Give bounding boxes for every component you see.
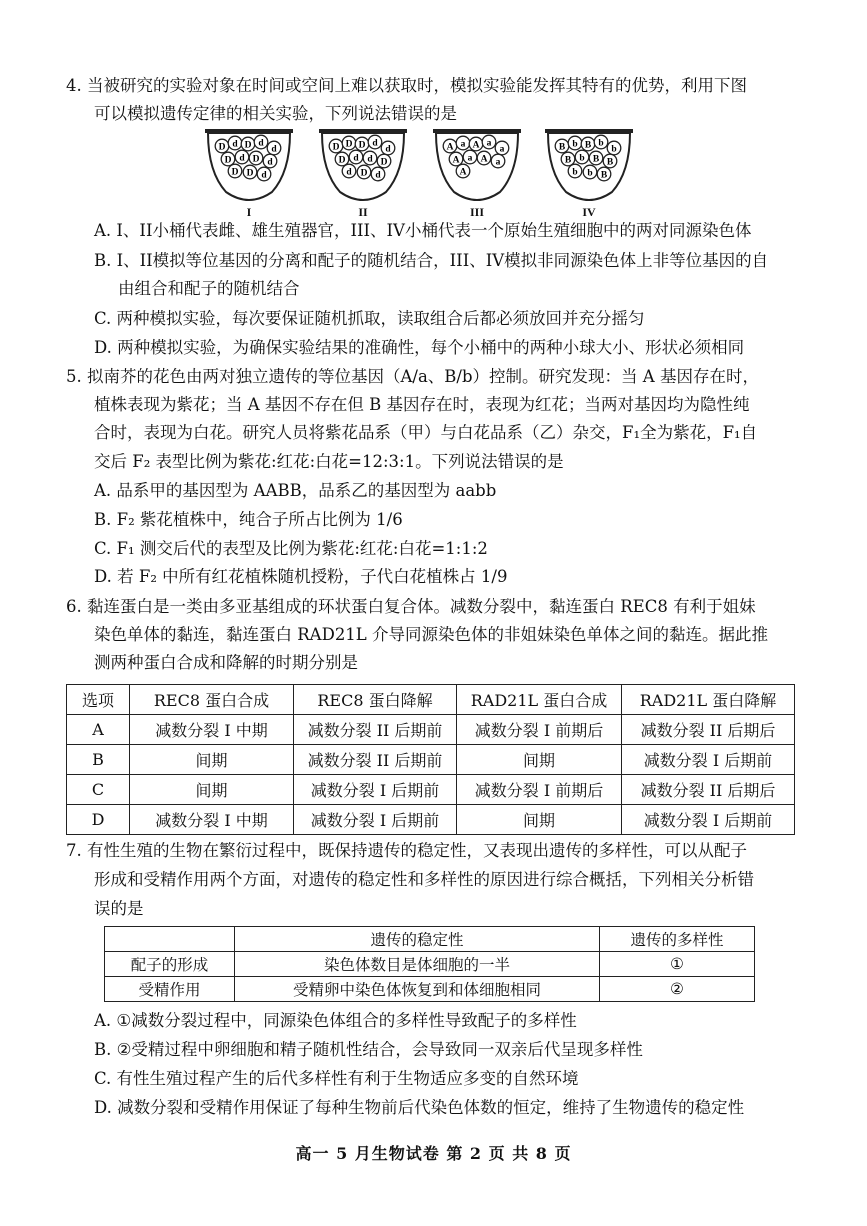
ball-b — [568, 136, 582, 150]
ball-label: D — [332, 142, 340, 153]
bucket-drawing — [544, 128, 634, 206]
table-cell: 受精作用 — [105, 977, 235, 1002]
table-header-row — [105, 927, 755, 952]
q4-option-d: D. 两种模拟实验，为确保实验结果的准确性，每个小桶中的两种小球大小、形状必须相同 — [94, 338, 745, 357]
ball-label: a — [486, 138, 492, 149]
ball-label: d — [353, 153, 359, 164]
q7-option-c: C. 有性生殖过程产生的后代多样性有利于生物适应多变的自然环境 — [94, 1069, 579, 1088]
table-cell: 减数分裂 I 中期 — [130, 805, 294, 835]
table-cell: 减数分裂 I 后期前 — [622, 745, 795, 775]
ball-label: A — [459, 167, 467, 178]
ball-label: b — [572, 167, 578, 178]
ball-d — [254, 135, 268, 149]
table-header-cell: 遗传的稳定性 — [235, 927, 600, 952]
table-cell: 减数分裂 II 后期前 — [294, 745, 457, 775]
table-cell: A — [67, 715, 130, 745]
bucket-1 — [204, 128, 294, 206]
bucket-label: III — [469, 205, 484, 219]
table-header-row — [67, 685, 795, 715]
q7-stem-line-3: 误的是 — [94, 899, 144, 918]
table-header-cell: RAD21L 蛋白降解 — [622, 685, 795, 715]
q7-option-b: B. ②受精过程中卵细胞和精子随机性结合，会导致同一双亲后代呈现多样性 — [94, 1040, 643, 1059]
ball-D — [355, 137, 369, 151]
q7-option-a: A. ①减数分裂过程中，同源染色体组合的多样性导致配子的多样性 — [94, 1011, 577, 1030]
q6-table — [66, 684, 795, 835]
ball-label: B — [564, 155, 572, 166]
ball-d — [228, 136, 242, 150]
ball-label: B — [592, 154, 600, 165]
q5-stem-line-3: 合时，表现为白花。研究人员将紫花品系（甲）与白花品系（乙）杂交，F₁全为紫花，F₁自 — [94, 423, 758, 442]
ball-label: d — [239, 153, 245, 164]
q5-stem-line-2: 植株表现为紫花；当 A 基因不存在但 B 基因存在时，表现为红花；当两对基因均为隐性纯 — [94, 395, 750, 414]
ball-label: d — [261, 170, 267, 181]
table-cell: 减数分裂 II 后期前 — [294, 715, 457, 745]
table-row — [105, 977, 755, 1002]
ball-label: a — [495, 157, 501, 168]
ball-d — [381, 141, 395, 155]
ball-label: b — [587, 168, 593, 179]
table-header-cell: REC8 蛋白降解 — [294, 685, 457, 715]
ball-D — [329, 139, 343, 153]
ball-label: d — [372, 138, 378, 149]
q5-stem-line-4: 交后 F₂ 表型比例为紫花:红花:白花=12:3:1。下列说法错误的是 — [94, 452, 564, 471]
table-cell: ① — [600, 952, 755, 977]
bucket-label: II — [358, 205, 368, 219]
ball-B — [597, 167, 611, 181]
ball-B — [589, 151, 603, 165]
table-cell: B — [67, 745, 130, 775]
ball-label: d — [258, 138, 264, 149]
ball-d — [368, 135, 382, 149]
ball-label: d — [267, 157, 273, 168]
ball-label: B — [606, 157, 614, 168]
q6-stem-line-1: 6. 黏连蛋白是一类由多亚基组成的环状蛋白复合体。减数分裂中，黏连蛋白 REC8 有利于姐妹 — [66, 597, 756, 616]
ball-b — [583, 165, 597, 179]
ball-label: b — [579, 153, 585, 164]
q5-option-a: A. 品系甲的基因型为 AABB，品系乙的基因型为 aabb — [94, 481, 497, 500]
ball-d — [371, 167, 385, 181]
ball-a — [495, 141, 509, 155]
ball-label: D — [246, 168, 254, 179]
ball-label: a — [460, 139, 466, 150]
ball-label: D — [338, 155, 346, 166]
ball-label: d — [385, 144, 391, 155]
table-cell: 减数分裂 I 中期 — [130, 715, 294, 745]
table-cell: 减数分裂 I 后期前 — [294, 775, 457, 805]
ball-B — [581, 137, 595, 151]
ball-label: D — [252, 154, 260, 165]
ball-A — [469, 137, 483, 151]
ball-label: d — [346, 167, 352, 178]
ball-b — [607, 141, 621, 155]
ball-B — [561, 152, 575, 166]
ball-a — [463, 150, 477, 164]
ball-label: b — [572, 139, 578, 150]
bucket-4 — [544, 128, 634, 206]
ball-label: A — [452, 155, 460, 166]
table-cell: 染色体数目是体细胞的一半 — [235, 952, 600, 977]
bucket-label: IV — [582, 205, 596, 219]
ball-b — [575, 150, 589, 164]
bucket-2 — [318, 128, 408, 206]
table-header-cell: 选项 — [67, 685, 130, 715]
ball-label: B — [558, 142, 566, 153]
table-cell: 受精卵中染色体恢复到和体细胞相同 — [235, 977, 600, 1002]
ball-b — [594, 135, 608, 149]
q6-stem-line-3: 测两种蛋白合成和降解的时期分别是 — [94, 653, 358, 672]
ball-B — [603, 154, 617, 168]
q6-stem-line-2: 染色单体的黏连，黏连蛋白 RAD21L 介导同源染色体的非姐妹染色单体之间的黏连。据此推 — [94, 625, 769, 644]
ball-d — [342, 164, 356, 178]
table-cell: ② — [600, 977, 755, 1002]
table-cell: 间期 — [457, 745, 622, 775]
table-header-cell: REC8 蛋白合成 — [130, 685, 294, 715]
ball-d — [257, 167, 271, 181]
ball-D — [221, 152, 235, 166]
ball-D — [215, 139, 229, 153]
ball-a — [491, 154, 505, 168]
ball-label: b — [598, 138, 604, 149]
q7-stem-line-2: 形成和受精作用两个方面，对遗传的稳定性和多样性的原因进行综合概括，下列相关分析错 — [94, 870, 754, 889]
ball-D — [228, 164, 242, 178]
q7-option-d: D. 减数分裂和受精作用保证了每种生物前后代染色体数的恒定，维持了生物遗传的稳定性 — [94, 1098, 745, 1117]
table-cell: C — [67, 775, 130, 805]
table-row — [67, 775, 795, 805]
bucket-3 — [432, 128, 522, 206]
ball-A — [443, 139, 457, 153]
bucket-drawing — [432, 128, 522, 206]
ball-A — [449, 152, 463, 166]
bucket-label: I — [246, 205, 252, 219]
ball-label: D — [358, 140, 366, 151]
q5-option-d: D. 若 F₂ 中所有红花植株随机授粉，子代白花植株占 1/9 — [94, 567, 508, 586]
ball-A — [477, 151, 491, 165]
table-cell: 间期 — [457, 805, 622, 835]
ball-label: D — [380, 157, 388, 168]
ball-D — [335, 152, 349, 166]
table-header-cell — [105, 927, 235, 952]
ball-D — [249, 151, 263, 165]
q4-option-b-cont: 由组合和配子的随机结合 — [118, 279, 300, 298]
table-header-cell: RAD21L 蛋白合成 — [457, 685, 622, 715]
ball-label: A — [446, 142, 454, 153]
ball-a — [482, 135, 496, 149]
ball-D — [241, 137, 255, 151]
page-footer: 高一 5 月生物试卷 第 2 页 共 8 页 — [295, 1144, 572, 1163]
q5-option-b: B. F₂ 紫花植株中，纯合子所占比例为 1/6 — [94, 510, 403, 529]
table-cell: 减数分裂 II 后期后 — [622, 715, 795, 745]
ball-label: a — [467, 153, 473, 164]
q4-option-c: C. 两种模拟实验，每次要保证随机抓取，读取组合后都必须放回并充分摇匀 — [94, 309, 645, 328]
q4-option-b: B. I、II模拟等位基因的分离和配子的随机结合，III、IV模拟非同源染色体上非等位基因的自 — [94, 251, 769, 270]
table-cell: 间期 — [130, 775, 294, 805]
q7-stem-line-1: 7. 有性生殖的生物在繁衍过程中，既保持遗传的稳定性，又表现出遗传的多样性，可以从配子 — [66, 841, 747, 860]
ball-label: d — [367, 154, 373, 165]
ball-label: a — [499, 144, 505, 155]
ball-label: B — [584, 140, 592, 151]
bucket-drawing — [318, 128, 408, 206]
table-cell: 减数分裂 I 后期前 — [294, 805, 457, 835]
ball-d — [349, 150, 363, 164]
table-cell: D — [67, 805, 130, 835]
ball-label: B — [600, 170, 608, 181]
ball-b — [568, 164, 582, 178]
q5-stem-line-1: 5. 拟南芥的花色由两对独立遗传的等位基因（A/a、B/b）控制。研究发现：当 A 基因存在时， — [66, 367, 759, 386]
ball-a — [456, 136, 470, 150]
ball-label: D — [224, 155, 232, 166]
ball-D — [377, 154, 391, 168]
ball-D — [243, 165, 257, 179]
bucket-figure — [204, 128, 617, 222]
table-cell: 减数分裂 II 后期后 — [622, 775, 795, 805]
ball-d — [267, 141, 281, 155]
ball-label: d — [271, 144, 277, 155]
table-cell: 减数分裂 I 后期前 — [622, 805, 795, 835]
ball-label: d — [375, 170, 381, 181]
ball-label: A — [472, 140, 480, 151]
ball-label: D — [244, 140, 252, 151]
ball-label: D — [360, 168, 368, 179]
q7-table — [104, 926, 755, 1002]
ball-A — [456, 164, 470, 178]
q4-stem-line-2: 可以模拟遗传定律的相关实验，下列说法错误的是 — [94, 104, 457, 123]
ball-label: b — [611, 144, 617, 155]
table-header-cell: 遗传的多样性 — [600, 927, 755, 952]
ball-label: D — [218, 142, 226, 153]
table-row — [67, 745, 795, 775]
q4-stem-line-1: 4. 当被研究的实验对象在时间或空间上难以获取时，模拟实验能发挥其特有的优势，利用下图 — [66, 76, 747, 95]
table-cell: 配子的形成 — [105, 952, 235, 977]
table-row — [67, 805, 795, 835]
ball-label: D — [345, 139, 353, 150]
ball-label: A — [480, 154, 488, 165]
table-cell: 间期 — [130, 745, 294, 775]
ball-D — [342, 136, 356, 150]
ball-d — [363, 151, 377, 165]
table-cell: 减数分裂 I 前期后 — [457, 775, 622, 805]
q5-option-c: C. F₁ 测交后代的表型及比例为紫花:红花:白花=1:1:2 — [94, 539, 488, 558]
ball-D — [357, 165, 371, 179]
ball-B — [555, 139, 569, 153]
ball-label: d — [232, 139, 238, 150]
q4-option-a: A. I、II小桶代表雌、雄生殖器官，III、IV小桶代表一个原始生殖细胞中的两对同源染色体 — [94, 221, 752, 240]
bucket-drawing — [204, 128, 294, 206]
table-row — [67, 715, 795, 745]
ball-label: D — [231, 167, 239, 178]
ball-d — [263, 154, 277, 168]
table-cell: 减数分裂 I 前期后 — [457, 715, 622, 745]
ball-d — [235, 150, 249, 164]
table-row — [105, 952, 755, 977]
